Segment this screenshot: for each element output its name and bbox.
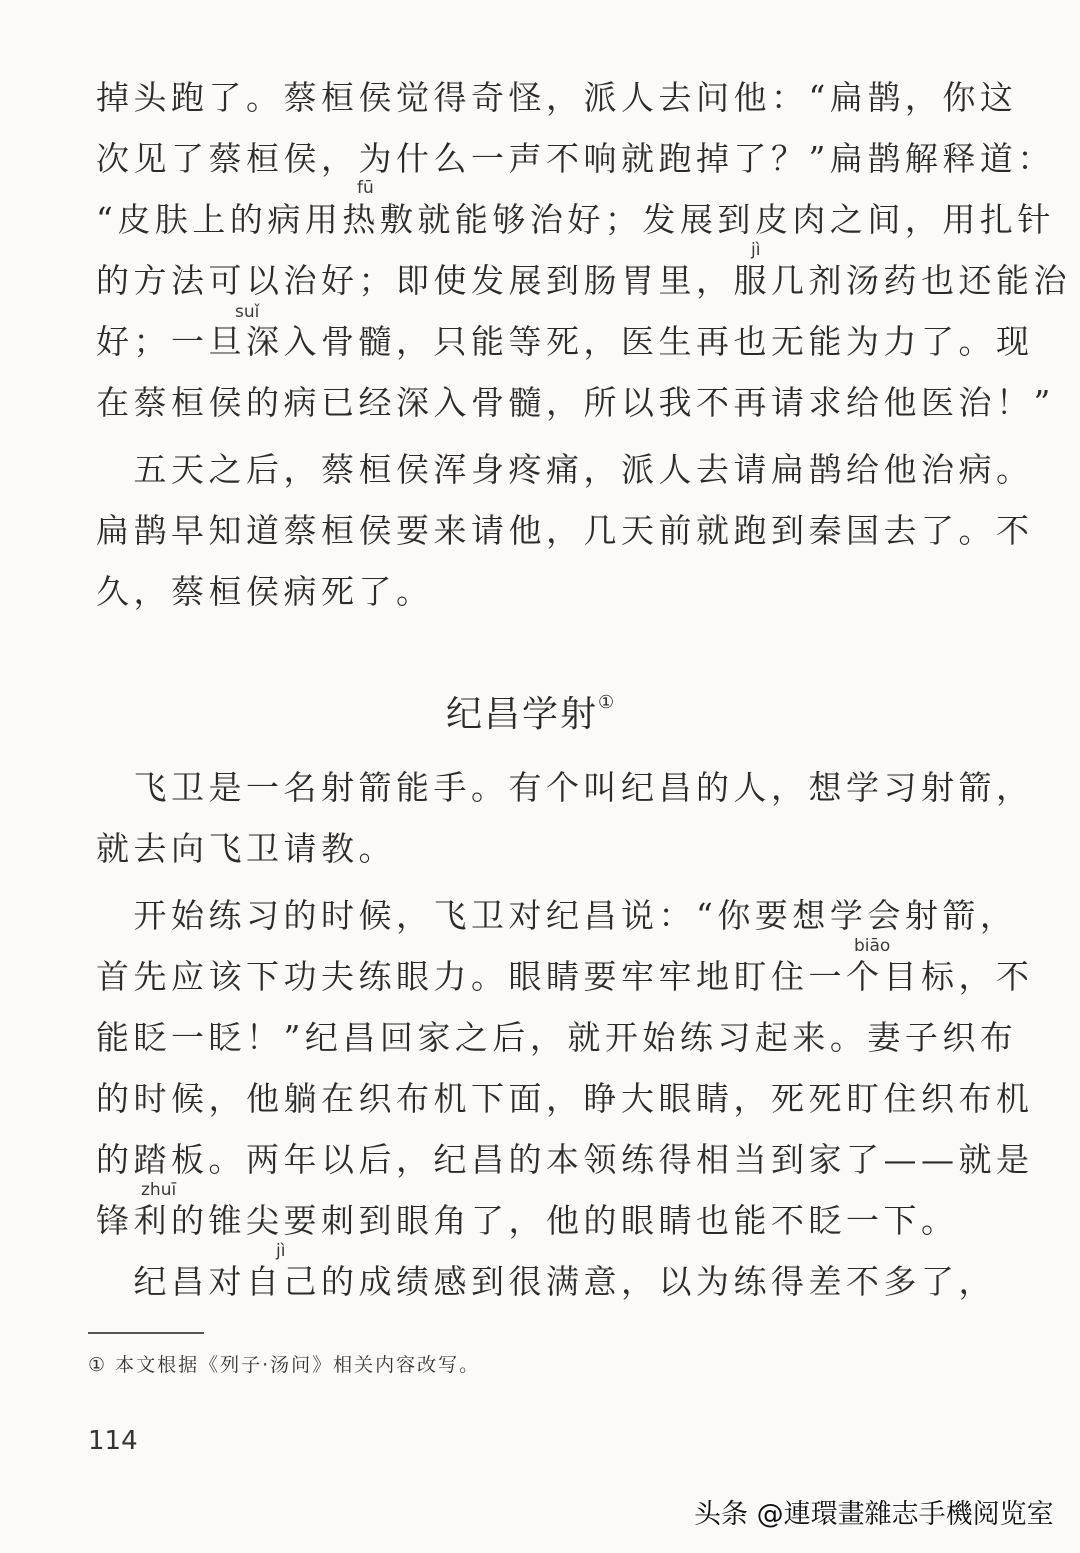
body-text-line: 五天之后，蔡桓侯浑身疼痛，派人去请扁鹊给他治病。 [96,450,1034,489]
body-text-line: 能眨一眨！”纪昌回家之后，就开始练习起来。妻子织布 [96,1018,1018,1057]
body-text-line: 锋利的锥尖要刺到眼角了，他的眼睛也能不眨一下。 [96,1201,959,1240]
body-text-line: 飞卫是一名射箭能手。有个叫纪昌的人，想学习射箭， [96,768,1034,807]
title-footnote-marker: ① [598,692,617,713]
watermark: 头条 @連環畫雜志手機阅览室 [694,1499,1054,1530]
pinyin-annotation: jì [276,1241,286,1261]
body-text-line: “皮肤上的病用热敷就能够治好；发展到皮肉之间，用扎针 [96,200,1055,239]
body-text-line: 首先应该下功夫练眼力。眼睛要牢牢地盯住一个目标，不 [96,957,1034,996]
body-text-line: 好；一旦深入骨髓，只能等死，医生再也无能为力了。现 [96,322,1034,361]
body-text-line: 扁鹊早知道蔡桓侯要来请他，几天前就跑到秦国去了。不 [96,511,1034,550]
body-text-line: 就去向飞卫请教。 [96,829,396,868]
footnote: ① 本文根据《列子·汤问》相关内容改写。 [88,1354,481,1376]
pinyin-annotation: jì [751,240,761,260]
body-text-line: 次见了蔡桓侯，为什么一声不响就跑掉了？”扁鹊解释道： [96,139,1055,178]
pinyin-annotation: biāo [854,936,891,956]
body-text-line: 的时候，他躺在织布机下面，睁大眼睛，死死盯住织布机 [96,1079,1034,1118]
body-text-line: 纪昌对自己的成绩感到很满意，以为练得差不多了， [96,1262,996,1301]
title-text: 纪昌学射 [446,694,599,735]
pinyin-annotation: fū [357,178,374,198]
footnote-divider [88,1332,204,1334]
body-text-line: 的方法可以治好；即使发展到肠胃里，服几剂汤药也还能治 [96,261,1071,300]
body-text-line: 开始练习的时候，飞卫对纪昌说：“你要想学会射箭， [96,896,1018,935]
section-title [446,686,616,737]
pinyin-annotation: suǐ [235,302,260,322]
pinyin-annotation: zhuī [141,1180,177,1200]
body-text-line: 的踏板。两年以后，纪昌的本领练得相当到家了——就是 [96,1140,1034,1179]
body-text-line: 久，蔡桓侯病死了。 [96,572,434,611]
body-text-line: 掉头跑了。蔡桓侯觉得奇怪，派人去问他：“扁鹊，你这 [96,78,1018,117]
page-number: 114 [88,1426,138,1456]
body-text-line: 在蔡桓侯的病已经深入骨髓，所以我不再请求给他医治！” [96,383,1055,422]
